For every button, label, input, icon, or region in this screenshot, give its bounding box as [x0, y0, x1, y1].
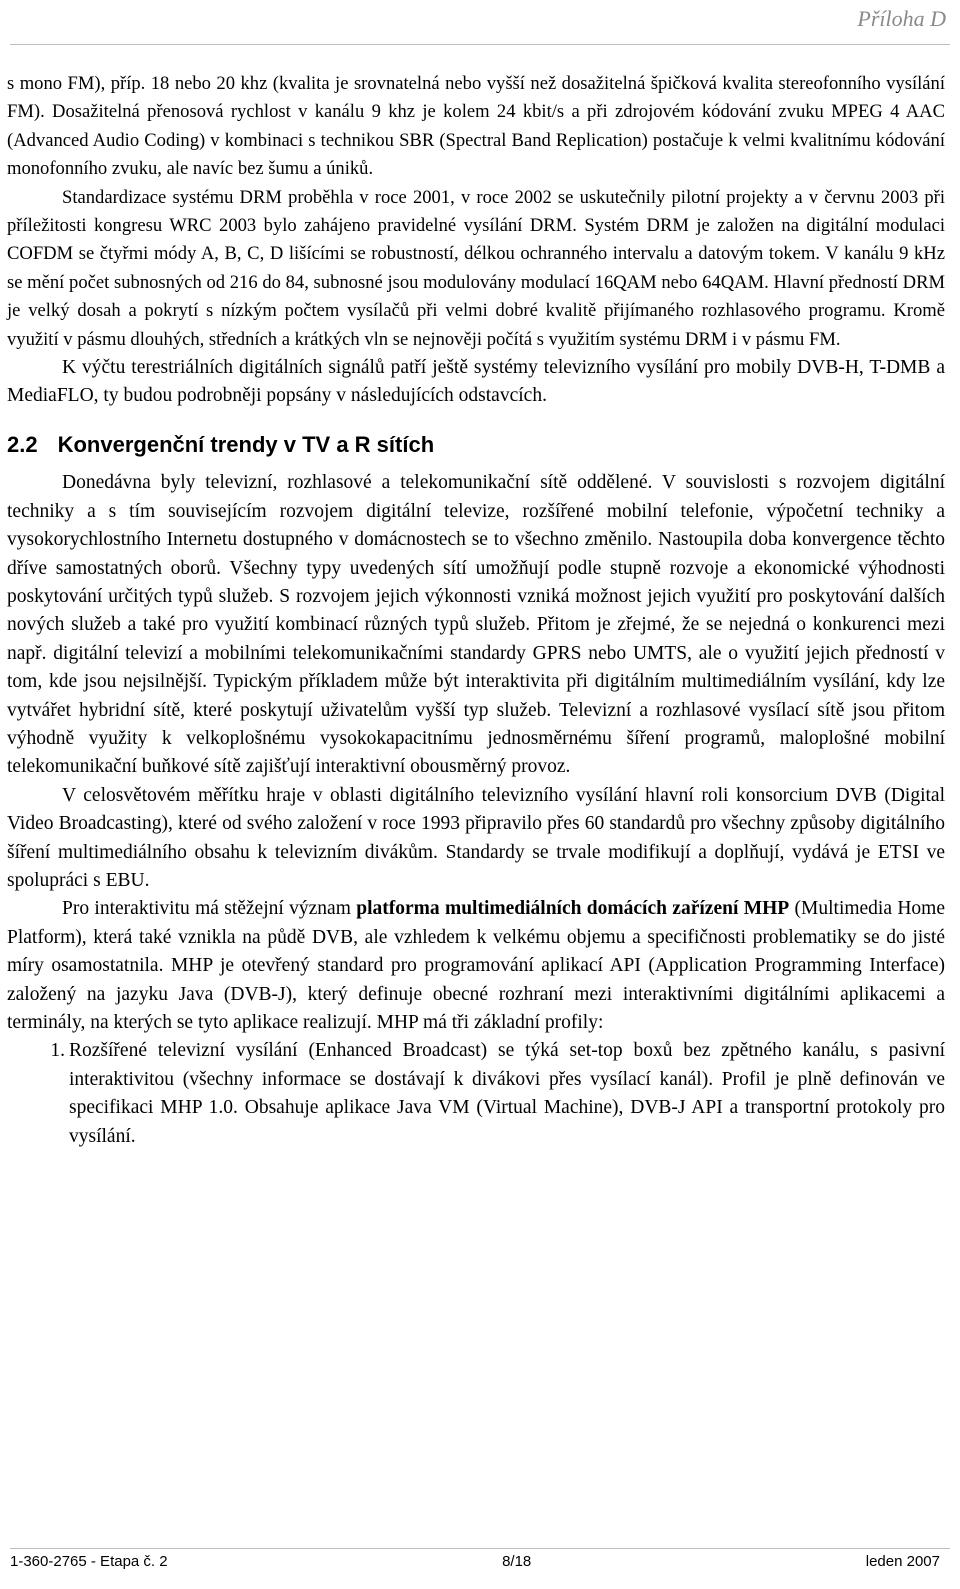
list-item-text: Rozšířené televizní vysílání (Enhanced Broadcast) se týká set-top boxů bez zpětného kanálu, s pasivní interaktivitou (všechny informace se dostávají k divákovi přes vysílací kanál). Profil je plně definován ve specifikaci MHP 1.0. Obsahuje aplikace Java VM (Virtual Machine), DVB-J API a transportní protokoly pro vysílání. — [69, 1040, 945, 1147]
bold-term: MHP — [743, 898, 790, 920]
footer-date: leden 2007 — [865, 1553, 940, 1570]
footer-page-number: 8/18 — [502, 1553, 532, 1570]
header-rule — [10, 44, 950, 45]
footer-project-id: 1-360-2765 - Etapa č. 2 — [10, 1553, 168, 1570]
section-title: Konvergenční trendy v TV a R sítích — [57, 431, 435, 457]
footer-rule — [10, 1548, 950, 1549]
paragraph: K výčtu terestriálních digitálních signálů patří ještě systémy televizního vysílání pro mobily DVB-H, T-DMB a MediaFLO, ty budou podrobněji popsány v následujících odstavcích. — [7, 357, 945, 407]
page-footer — [10, 1553, 940, 1570]
page-content — [7, 70, 945, 1151]
paragraph: Standardizace systému DRM proběhla v roce 2001, v roce 2002 se uskutečnily pilotní projekty a v červnu 2003 při příležitosti kongresu WRC 2003 bylo zahájeno pravidelné vysílání DRM. Systém DRM je založen na digitální modulaci COFDM se čtyřmi módy A, B, C, D lišícími se robustností, délkou ochranného intervalu a datovým tokem. V kanálu 9 kHz se mění počet subnosných od 216 do 84, subnosné jsou modulovány modulací 16QAM nebo 64QAM. Hlavní předností DRM je velký dosah a pokrytí s nízkým počtem vysílačů při velmi dobré kvalitě přijímaného rozhlasového programu. Kromě využití v pásmu dlouhých, středních a krátkých vln se nejnověji počítá s využitím systému DRM i v pásmu FM. — [7, 186, 945, 350]
page-header-appendix: Příloha D — [857, 6, 946, 31]
list-item-number: 1. — [50, 1040, 65, 1062]
paragraph-text: Pro interaktivitu má stěžejní význam — [62, 898, 357, 920]
paragraph: V celosvětovém měřítku hraje v oblasti digitálního televizního vysílání hlavní roli konsorcium DVB (Digital Video Broadcasting), které od svého založení v roce 1993 připravilo přes 60 standardů pro všechny způsoby digitálního šíření multimediálního obsahu k televizním divákům. Standardy se trvale modifikují a doplňují, vydává je ETSI ve spolupráci s EBU. — [7, 784, 945, 891]
paragraph — [7, 895, 945, 1037]
paragraph: Donedávna byly televizní, rozhlasové a telekomunikační sítě oddělené. V souvislosti s rozvojem digitální techniky a s tím souvisejícím rozvojem digitální televize, rozšířené mobilní telefonie, výpočetní techniky a vysokorychlostního Internetu dostupného v domácnostech se to všechno změnilo. Nastoupila doba konvergence těchto dříve samostatných oborů. Všechny typy uvedených sítí umožňují podle stupně rozvoje a ekonomické výhodnosti poskytování určitých typů služeb. S rozvojem jejich výkonnosti vzniká možnost jejich využití pro poskytování dalších nových služeb a také pro využití kombinací různých typů služeb. Přitom je zřejmé, že se nejedná o konkurenci mezi např. digitální televizí a mobilními telekomunikačními standardy GPRS nebo UMTS, ale o využití jejich předností v tom, kde jsou nejsilnější. Typickým příkladem může být interaktivita při digitálním multimediálním vysílání, kdy lze vytvářet hybridní sítě, které poskytují uživatelům vyšší typ služeb. Televizní a rozhlasové vysílací sítě jsou přitom výhodně využity k velkoplošnému vysokokapacitnímu jednosměrnému šíření programů, maloplošné mobilní telekomunikační buňkové sítě zajišťují interaktivní obousměrný provoz. — [7, 472, 945, 778]
list-item — [7, 1037, 945, 1151]
paragraph-text: (Multimedia Home Platform), která také vznikla na půdě DVB, ale vzhledem k velkému objemu a specifičnosti problematiky se do jisté míry osamostatnila. MHP je otevřený standard pro programování aplikací API (Application Programming Interface) založený na jazyku Java (DVB-J), který definuje obecné rozhraní mezi interaktivními digitálními aplikacemi a terminály, na kterých se tyto aplikace realizují. MHP má tři základní profily: — [7, 898, 946, 1033]
bold-term: platforma multimediálních domácích zařízení — [356, 898, 739, 920]
section-heading — [7, 431, 945, 459]
section-number: 2.2 — [7, 431, 38, 457]
paragraph: s mono FM), příp. 18 nebo 20 khz (kvalita je srovnatelná nebo vyšší než dosažitelná špičková kvalita stereofonního vysílání FM). Dosažitelná přenosová rychlost v kanálu 9 khz je kolem 24 kbit/s a při zdrojovém kódování zvuku MPEG 4 AAC (Advanced Audio Coding) v kombinaci s technikou SBR (Spectral Band Replication) postačuje k velmi kvalitnímu kódování monofonního zvuku, ale navíc bez šumu a úniků. — [7, 73, 945, 180]
profile-list — [7, 1037, 945, 1151]
